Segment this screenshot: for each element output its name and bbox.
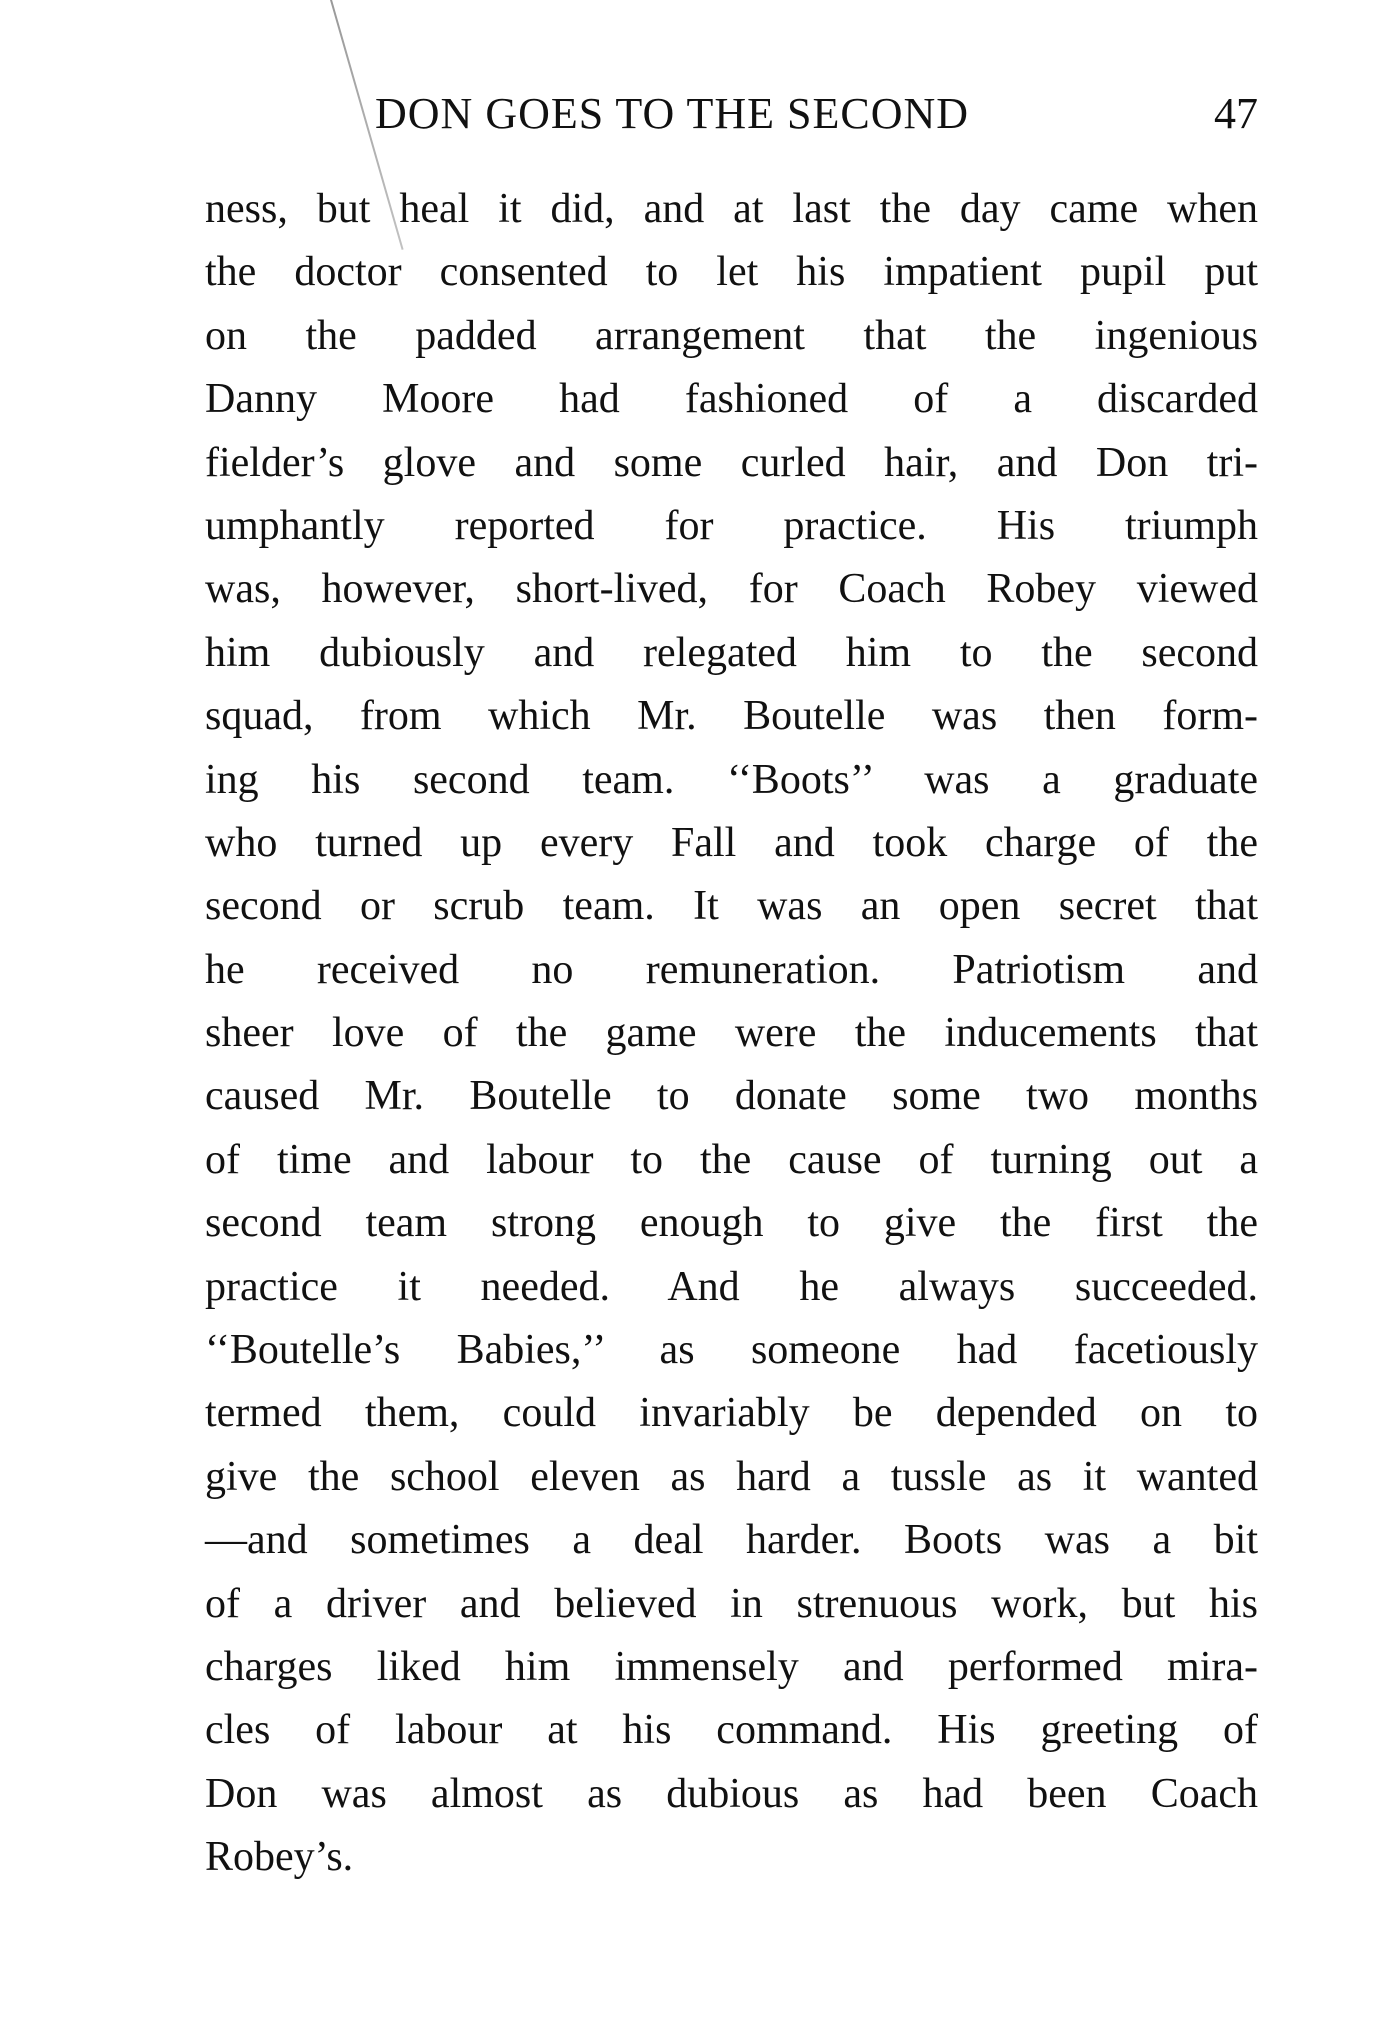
text-line: —and sometimes a deal harder. Boots was a bit xyxy=(205,1517,1258,1564)
text-line: Don was almost as dubious as had been Coach xyxy=(205,1770,1258,1817)
text-line: sheer love of the game were the inducements that xyxy=(205,1010,1258,1057)
text-line: Danny Moore had fashioned of a discarded xyxy=(205,376,1258,423)
text-line-last: Robey’s. xyxy=(205,1834,354,1881)
text-line: charges liked him immensely and performed mira- xyxy=(205,1643,1258,1690)
text-line: second team strong enough to give the first the xyxy=(205,1200,1258,1247)
text-line: termed them, could invariably be depended on to xyxy=(205,1390,1258,1437)
text-line: squad, from which Mr. Boutelle was then form- xyxy=(205,693,1258,740)
text-line: cles of labour at his command. His greeting of xyxy=(205,1707,1258,1754)
page-header xyxy=(205,88,1258,148)
text-line: ing his second team. ‘‘Boots’’ was a graduate xyxy=(205,756,1258,803)
running-title: DON GOES TO THE SECOND xyxy=(375,89,970,138)
text-line: the doctor consented to let his impatient pupil put xyxy=(205,249,1258,296)
text-line: ‘‘Boutelle’s Babies,’’ as someone had facetiously xyxy=(205,1327,1258,1374)
text-line: on the padded arrangement that the ingenious xyxy=(205,312,1258,359)
text-line: umphantly reported for practice. His triumph xyxy=(205,502,1258,549)
text-line: ness, but heal it did, and at last the day came when xyxy=(205,186,1258,232)
text-line: give the school eleven as hard a tussle as it wanted xyxy=(205,1453,1258,1500)
text-line: second or scrub team. It was an open secret that xyxy=(205,883,1258,930)
text-line: who turned up every Fall and took charge of the xyxy=(205,819,1258,866)
text-line: of a driver and believed in strenuous work, but his xyxy=(205,1580,1258,1627)
text-line: him dubiously and relegated him to the second xyxy=(205,629,1258,676)
text-line: was, however, short-lived, for Coach Robey viewed xyxy=(205,566,1258,613)
text-line: of time and labour to the cause of turning out a xyxy=(205,1136,1258,1183)
text-line: practice it needed. And he always succeeded. xyxy=(205,1263,1258,1310)
body-text xyxy=(205,178,1258,1890)
page-number: 47 xyxy=(1214,89,1258,138)
text-line: fielder’s glove and some curled hair, and Don tri- xyxy=(205,439,1258,486)
text-line: he received no remuneration. Patriotism and xyxy=(205,946,1258,993)
text-line: caused Mr. Boutelle to donate some two months xyxy=(205,1073,1258,1120)
